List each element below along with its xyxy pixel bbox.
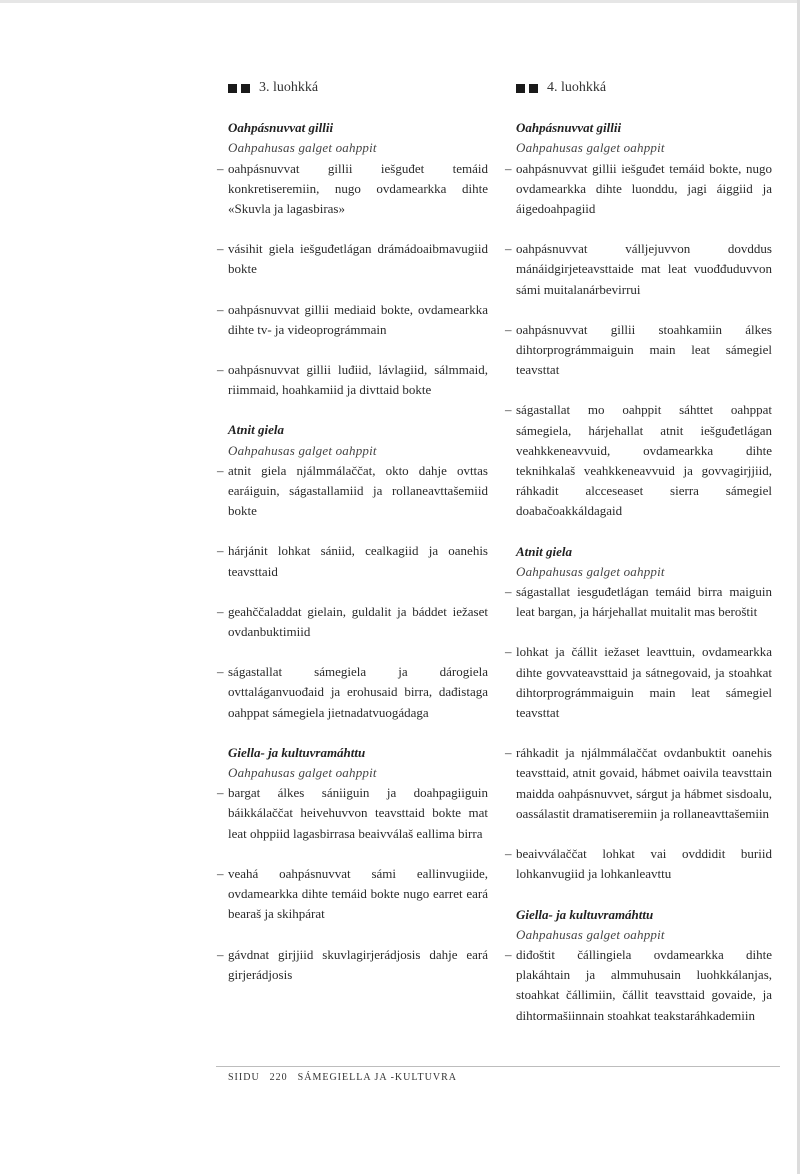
grade-heading — [228, 78, 488, 98]
list-item: – geahččaladdat gielain, guldalit ja báddet iežaset ovdanbuktimiid — [216, 602, 488, 642]
section-subtitle: Oahpahusas galget oahppit — [228, 765, 377, 781]
list-item: – beaivválaččat lohkat vai ovddidit buriid lohkanvugiid ja lohkanleavttu — [504, 844, 772, 884]
section — [504, 542, 772, 885]
section-title: Giella- ja kultuvramáhttu — [228, 744, 366, 760]
list-item: – ságastallat iesguđetlágan temáid birra maiguin leat bargan, ja hárjehallat muitalit mas beroštit — [504, 582, 772, 622]
list-item: – oahpásnuvvat gillii mediaid bokte, ovdamearkka dihte tv- ja videoprográmmain — [216, 300, 488, 340]
footer-subject: SÁMEGIELLA JA -KULTUVRA — [297, 1072, 457, 1083]
list-item: – oahpásnuvvat gillii luđiid, lávlagiid, sálmmaid, riimmaid, hoahkamiid ja divttaid bokte — [216, 360, 488, 400]
section-title: Oahpásnuvvat gillii — [516, 120, 622, 136]
grade-label: 3. luohkká — [259, 80, 319, 95]
list-item: – oahpásnuvvat gillii iešguđet temáid konkretiseremiin, nugo ovdamearkka dihte «Skuvla ja lagasbiras» — [216, 159, 488, 220]
section-subtitle: Oahpahusas galget oahppit — [516, 140, 665, 156]
section-title: Oahpásnuvvat gillii — [228, 120, 334, 136]
grade-label: 4. luohkká — [547, 80, 607, 95]
list-item: – vásihit giela iešguđetlágan drámádoaibmavugiid bokte — [216, 239, 488, 279]
list-item: – ságastallat mo oahppit sáhttet oahppat sámegiela, hárjehallat atnit iešguđetlágan veahkkeneavvuid, ovdamearkka dihte teknihkalaš veahkkeneavvuid ja govvagirjjiid, ráhkadit alcceseaset sierra sámegiel doabačoakkáldagaid — [504, 400, 772, 521]
square-bullet-icon — [516, 84, 525, 93]
square-bullet-icon — [228, 84, 237, 93]
section-subtitle: Oahpahusas galget oahppit — [228, 442, 377, 458]
section-title: Atnit giela — [228, 422, 284, 438]
section — [216, 420, 488, 722]
list-item: – bargat álkes sániiguin ja doahpagiiguin báikkálaččat heivehuvvon teavsttaid bokte mat leat ohppiid lagasbirrasa beaivválaš eallima birra — [216, 783, 488, 844]
section-subtitle: Oahpahusas galget oahppit — [516, 563, 665, 579]
list-item: – veahá oahpásnuvvat sámi eallinvugiide, ovdamearkka dihte temáid bokte nugo earret eará bearaš ja skihpárat — [216, 864, 488, 925]
section — [504, 905, 772, 1026]
section — [504, 118, 772, 521]
list-item: – lohkat ja čállit iežaset leavttuin, ovdamearkka dihte govvateavsttaid ja sátnegovaid, ja stoahkat dihtorprográmmaiguin main leat sámegiel teavsttat — [504, 642, 772, 723]
section-title: Atnit giela — [516, 543, 572, 559]
section-title: Giella- ja kultuvramáhttu — [516, 906, 654, 922]
page-number: 220 — [269, 1072, 288, 1083]
footer-rule — [216, 1066, 780, 1067]
list-item: – gávdnat girjjiid skuvlagirjerádjosis dahje eará girjerádjosis — [216, 945, 488, 985]
section-subtitle: Oahpahusas galget oahppit — [516, 926, 665, 942]
list-item: – oahpásnuvvat gillii iešguđet temáid bokte, nugo ovdamearkka dihte luonddu, jagi áiggiid ja áigedoahpagiid — [504, 159, 772, 220]
page-footer — [228, 1072, 467, 1083]
section-subtitle: Oahpahusas galget oahppit — [228, 140, 377, 156]
list-item: – hárjánit lohkat sániid, cealkagiid ja oanehis teavsttaid — [216, 541, 488, 581]
footer-label: SIIDU — [228, 1072, 260, 1083]
square-bullet-icon — [241, 84, 250, 93]
list-item: – oahpásnuvvat gillii stoahkamiin álkes dihtorprográmmaiguin main leat sámegiel teavsttat — [504, 320, 772, 381]
list-item: – diđoštit čállingiela ovdamearkka dihte plakáhtain ja almmuhusain luohkkálanjas, stoahkat čállimiin, čállit teavsttaid govaide, ja dihtormašiinnain stoahkat teakstaráhkademiin — [504, 945, 772, 1026]
square-bullet-icon — [529, 84, 538, 93]
list-item: – ságastallat sámegiela ja dárogiela ovttaláganvuođaid ja erohusaid birra, dađistaga oahppat sámegiela jietnadatvuogádaga — [216, 662, 488, 723]
right-column — [504, 78, 772, 1046]
list-item: – ráhkadit ja njálmmálaččat ovdanbuktit oanehis teavsttaid, atnit govaid, hábmet oaivila teavsttain maidda oahpásnuvvet, sárgut ja hábmet sisdoalu, oassálastit dramatiseremiin ja rollaneavttašemiin — [504, 743, 772, 824]
top-edge-line — [0, 0, 800, 3]
list-item: – oahpásnuvvat válljejuvvon dovddus mánáidgirjeteavsttaide mat leat vuođđuduvvon sámi muitalanárbevirrui — [504, 239, 772, 300]
list-item: – atnit giela njálmmálaččat, okto dahje ovttas earáiguin, ságastallamiid ja rollaneavttašemiid bokte — [216, 461, 488, 522]
section — [216, 118, 488, 400]
section — [216, 743, 488, 985]
grade-heading — [516, 78, 772, 98]
left-column — [216, 78, 488, 1005]
